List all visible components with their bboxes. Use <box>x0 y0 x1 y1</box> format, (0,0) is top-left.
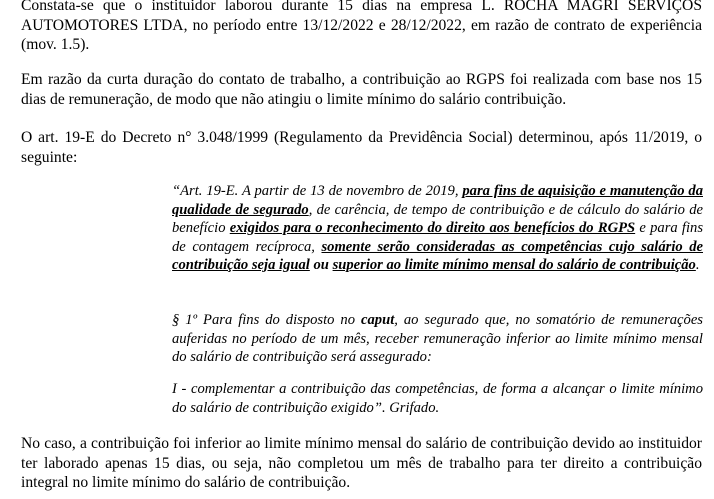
paragraph-2: Em razão da curta duração do contato de trabalho, a contribuição ao RGPS foi realizada com base nos 15 dias de remuneração, de modo que não atingiu o limite mínimo do salário contribuição. <box>21 71 702 108</box>
paragraph-1: Constata-se que o instituidor laborou durante 15 dias na empresa L. ROCHA MAGRI SERVIÇOS AUTOMOTORES LTDA, no período entre 13/12/2022 e 28/12/2022, em razão de contrato de experiência (mov. 1.5). <box>21 0 702 53</box>
quote-text: “Art. 19-E. A partir de 13 de novembro de 2019, <box>172 183 463 199</box>
quote-text: , ao segurado que, no somatório de remunerações auferidas no período de um mês, receber remuneração inferior ao limite mínimo mensal do salário de contribuição será assegurado: <box>172 312 703 365</box>
quote-paragraph-1 <box>172 182 703 275</box>
quote-emphasis: para fins de aquisição e manutenção da qualidade de segurado <box>172 183 703 218</box>
quote-bold: caput <box>361 312 395 328</box>
quote-emphasis: superior ao limite mínimo mensal do salário de contribuição <box>332 257 696 273</box>
quote-text: , de carência, de tempo de contribuição e de cálculo do salário de benefício <box>172 201 703 236</box>
quote-emphasis: somente serão consideradas as competências cujo salário de contribuição seja igual <box>172 238 703 273</box>
quote-text: . <box>695 257 700 273</box>
quote-text: § 1º Para fins do disposto no <box>172 312 361 328</box>
paragraph-3: O art. 19-E do Decreto n° 3.048/1999 (Regulamento da Previdência Social) determinou, após 11/2019, o seguinte: <box>21 129 702 166</box>
quote-bold: ou <box>313 257 329 273</box>
paragraph-4: No caso, a contribuição foi inferior ao limite mínimo mensal do salário de contribuição devido ao instituidor ter laborado apenas 15 dias, ou seja, não completou um mês de trabalho para ter direito a contribuição integral no limite mínimo do salário de contribuição. <box>21 435 702 491</box>
quote-paragraph-3: I - complementar a contribuição das competências, de forma a alcançar o limite mínimo do salário de contribuição exigido”. Grifado. <box>172 381 703 416</box>
quote-text: e para fins de contagem recíproca, <box>172 220 704 255</box>
quote-emphasis: exigidos para o reconhecimento do direito aos benefícios do RGPS <box>229 220 636 236</box>
quote-paragraph-2 <box>172 311 703 367</box>
